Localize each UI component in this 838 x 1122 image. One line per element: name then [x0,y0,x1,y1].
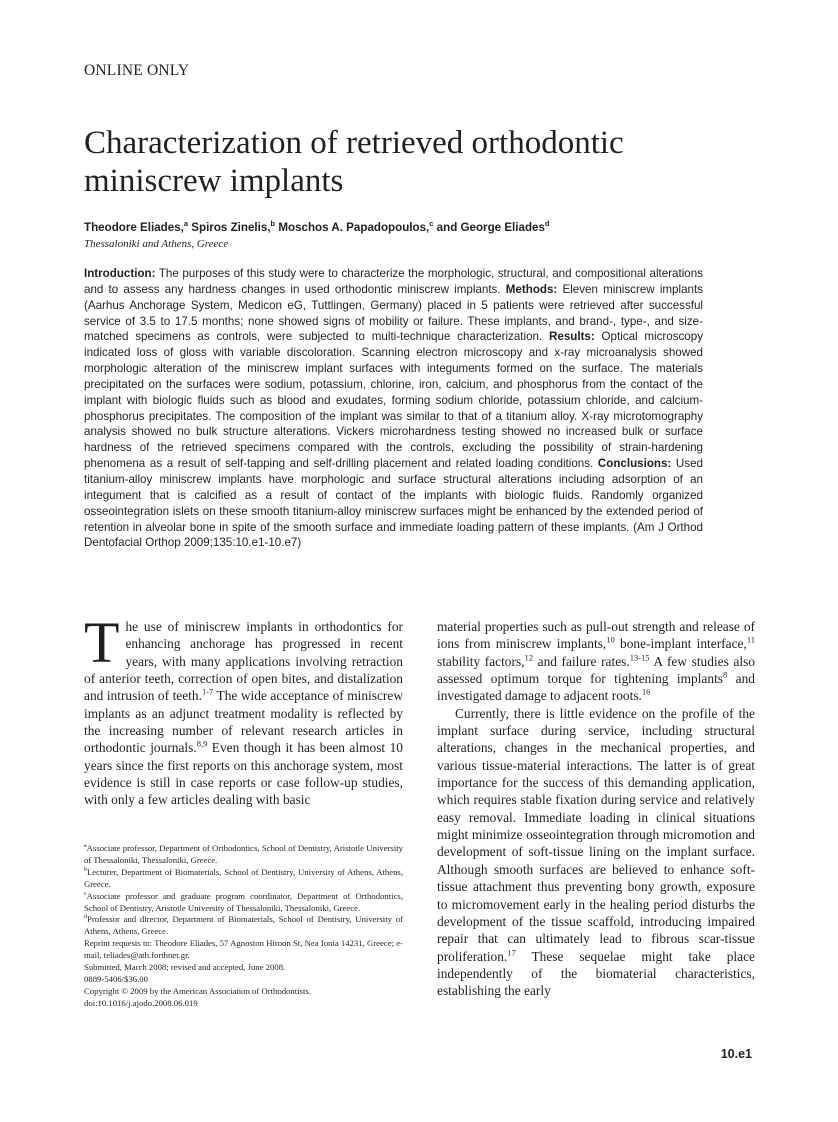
body-text: material properties such as pull-out strength and release of ions from miniscrew implants, [437,619,755,652]
abstract-results-label: Results: [549,330,595,344]
footnote-mark: c [84,890,87,897]
reference-citation: 8,9 [196,738,208,749]
body-text: Even though it has been almost 10 years since the first reports on this anchorage system, most evidence is still in case reports or case follow-up studies, with only a few articles dealing with basic [84,740,403,808]
article-title [84,124,744,200]
title-line-2: miniscrew implants [84,163,344,199]
abstract-methods-label: Methods: [505,282,558,296]
footnote-c [84,891,403,915]
footnote-b [84,867,403,891]
reference-citation: 12 [524,652,534,663]
footnote-mark: d [84,914,87,921]
author-affiliation-mark: c [429,219,434,228]
footnotes [84,843,403,1010]
reference-citation: 16 [641,686,651,697]
body-text: and investigated damage to adjacent roots. [437,671,755,704]
reference-citation: 1-7 [201,686,214,697]
abstract-methods-text: Eleven miniscrew implants (Aarhus Anchorage System, Medicon eG, Tuttlingen, Germany) placed in 5 patients were retrieved after successful service of 3.5 to 17.5 months; none showed signs of mobility or failure. These implants, and brand-, type-, and size-matched specimens as controls, were subjected to multi-technique characterization. [84,282,703,344]
body-text: The wide acceptance of miniscrew implants as an adjunct treatment modality is reflected by the increasing number of relevant research articles in orthodontic journals. [84,688,404,756]
body-paragraph [437,618,755,705]
footnote-d [84,914,403,938]
footnote-text: Associate professor and graduate program coordinator, Department of Orthodontics, School of Dentistry, Aristotle University of Thessaloniki, Thessaloniki, Greece. [84,890,403,913]
author-name: Theodore Eliades, [84,220,184,234]
intro-paragraph [84,610,404,809]
reference-citation: 8 [723,669,728,680]
footnote-a [84,843,403,867]
author-name: Spiros Zinelis, [188,220,271,234]
abstract [84,266,703,551]
footnote-text: Associate professor, Department of Orthodontics, School of Dentistry, Aristotle University of Thessaloniki, Thessaloniki, Greece. [84,843,403,865]
author-affiliation-mark: b [270,219,276,228]
author-affiliation-mark: d [544,219,550,228]
section-label: ONLINE ONLY [84,62,190,79]
body-text: bone-implant interface, [614,636,747,652]
abstract-conclusions-text: Used titanium-alloy miniscrew implants have morphologic and surface structural alterations including adsorption of an integument that is calcified as a result of contact of the implants with biologic fluids. Randomly organized osseointegration islets on these smooth titanium-alloy miniscrew surfaces might be enhanced by the extended period of retention in alveolar bone in spite of the smooth surface and immediate loading pattern of these implants. (Am J Orthod Dentofacial Orthop 2009;135:10.e1-10.e7) [84,457,703,550]
body-text: These sequelae might take place independently of the biomaterial characteristics, establishing the early [437,948,755,999]
reference-citation: 17 [507,947,516,958]
body-text: stability factors, [437,653,525,669]
issn-price: 0889-5406/$36.00 [84,973,148,984]
author-list [84,219,550,234]
abstract-results-text: Optical microscopy indicated loss of gloss with variable discoloration. Scanning electron microscopy and x-ray microanalysis showed morphologic alteration of the miniscrew implant surfaces with integuments formed on the surface. The materials precipitated on the surfaces were sodium, potassium, chlorine, iron, calcium, and phosphorus from the contact of the implant with biologic fluids such as blood and exudates, forming sodium chloride, potassium chloride, and calcium-phosphorus precipitates. The composition of the implant was similar to that of a titanium alloy. X-ray microtomography analysis showed no bulk structure alterations. Vickers microhardness testing showed no increased bulk or surface hardness of the retrieved specimens compared with the controls, excluding the possibility of strain-hardening phenomena as a result of self-tapping and self-drilling placement and related loading conditions. [84,330,704,471]
author-name: and George Eliades [433,220,545,234]
author-affiliation-mark: a [183,219,189,228]
footnote-text: Lecturer, Department of Biomaterials, School of Dentistry, University of Athens, Athens, Greece. [84,866,403,889]
reference-citation: 11 [746,634,755,645]
body-paragraph [437,705,755,1000]
page-number: 10.e1 [720,1047,752,1061]
reference-citation: 13-15 [629,652,650,663]
body-text: and failure rates. [533,653,630,669]
abstract-introduction-text: The purposes of this study were to characterize the morphologic, structural, and compositional alterations and to assess any hardness changes in used orthodontic miniscrew implants. [84,267,703,296]
reprint-requests: Reprint requests to: Theodore Eliades, 57 Agnoston Hiroon St, Nea Ionia 14231, Greece; e-mail, teliades@ath.forthnet.gr. [84,938,403,961]
footnote-text: Professor and director, Department of Biomaterials, School of Dentistry, University of Athens, Athens, Greece. [84,914,403,937]
doi: doi:10.1016/j.ajodo.2008.06.019 [84,997,198,1008]
title-line-1: Characterization of retrieved orthodontic [84,125,624,161]
abstract-conclusions-label: Conclusions: [597,457,672,471]
body-text: A few studies also assessed optimum torque for tightening implants [437,653,755,687]
reference-citation: 10 [606,634,615,645]
abstract-introduction-label: Introduction: [84,267,156,280]
footnote-mark: b [84,866,87,873]
footnote-mark: a [84,843,87,850]
body-column-right [437,618,755,1000]
copyright-notice: Copyright © 2009 by the American Association of Orthodontists. [84,985,311,996]
body-text: he use of miniscrew implants in orthodontics for enhancing anchorage has progressed in recent years, with many applications involving retraction of anterior teeth, correction of open bites, and distalization and intrusion of teeth. [84,619,403,704]
submission-dates: Submitted, March 2008; revised and accepted, June 2008. [84,962,286,973]
body-column-left [84,610,404,809]
drop-cap: T [84,610,120,675]
author-location: Thessaloniki and Athens, Greece [84,238,229,250]
author-name: Moschos A. Papadopoulos, [275,220,430,234]
body-text: Currently, there is little evidence on the profile of the implant surface during service, including structural alterations, changes in the mechanical properties, and various tissue-material interactions. The latter is of great importance for the success of this demanding application, which requires stable fixation during service and relatively easy removal. Immediate loading in clinical situations might minimize osseointegration through micromotion and development of soft-tissue lining on the implant surface. Although smooth surfaces are believed to enhance soft-tissue attachment thus preventing bony growth, exposure to micromovement early in the healing period disturbs the development of the tissue scaffold, introducing impaired repair that can ultimately lead to fibrous scar-tissue proliferation. [437,705,755,964]
